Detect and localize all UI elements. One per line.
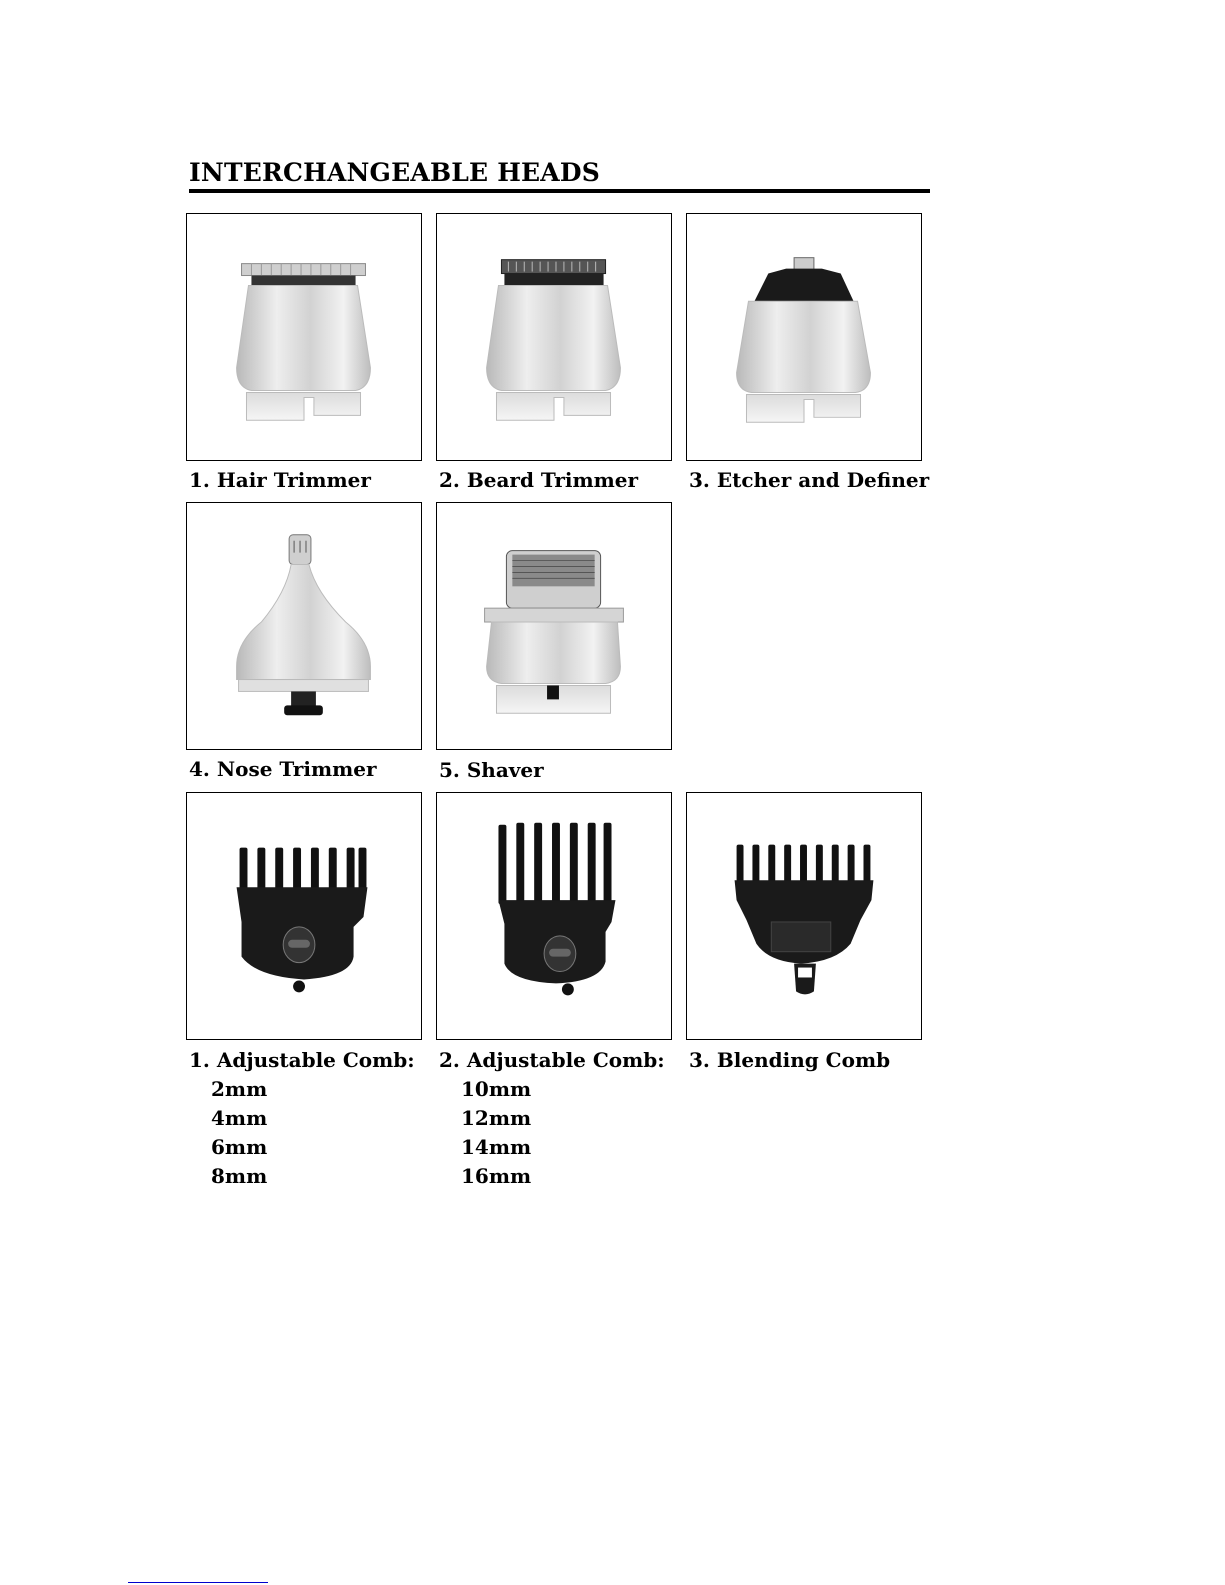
comb-size: 2mm bbox=[211, 1077, 268, 1101]
adjustable-comb-short-image bbox=[186, 792, 422, 1040]
etcher-definer-image bbox=[686, 213, 922, 461]
nose-trimmer-label: 4. Nose Trimmer bbox=[189, 757, 377, 781]
comb-size: 16mm bbox=[461, 1164, 532, 1188]
nose-trimmer-image bbox=[186, 502, 422, 750]
hair-trimmer-icon bbox=[187, 214, 421, 460]
comb-size: 8mm bbox=[211, 1164, 268, 1188]
blending-comb-label: 3. Blending Comb bbox=[689, 1048, 891, 1072]
comb-size: 4mm bbox=[211, 1106, 268, 1130]
shaver-image bbox=[436, 502, 672, 750]
hair-trimmer-image bbox=[186, 213, 422, 461]
comb-size: 12mm bbox=[461, 1106, 532, 1130]
beard-trimmer-icon bbox=[437, 214, 671, 460]
etcher-definer-label: 3. Etcher and Definer bbox=[689, 468, 930, 492]
adjustable-comb-short-label: 1. Adjustable Comb: bbox=[189, 1048, 415, 1072]
shaver-icon bbox=[437, 503, 671, 749]
adjustable-comb-long-icon bbox=[437, 793, 671, 1039]
beard-trimmer-image bbox=[436, 213, 672, 461]
title-underline bbox=[189, 189, 930, 193]
nose-trimmer-icon bbox=[187, 503, 421, 749]
hair-trimmer-label: 1. Hair Trimmer bbox=[189, 468, 371, 492]
blending-comb-image bbox=[686, 792, 922, 1040]
adjustable-comb-long-image bbox=[436, 792, 672, 1040]
page-title: INTERCHANGEABLE HEADS bbox=[189, 158, 601, 187]
adjustable-comb-short-icon bbox=[187, 793, 421, 1039]
footer-rule bbox=[128, 1582, 268, 1583]
adjustable-comb-long-label: 2. Adjustable Comb: bbox=[439, 1048, 665, 1072]
beard-trimmer-label: 2. Beard Trimmer bbox=[439, 468, 639, 492]
comb-size: 6mm bbox=[211, 1135, 268, 1159]
shaver-label: 5. Shaver bbox=[439, 758, 544, 782]
etcher-definer-icon bbox=[687, 214, 921, 460]
blending-comb-icon bbox=[687, 793, 921, 1039]
comb-size: 10mm bbox=[461, 1077, 532, 1101]
comb-size: 14mm bbox=[461, 1135, 532, 1159]
